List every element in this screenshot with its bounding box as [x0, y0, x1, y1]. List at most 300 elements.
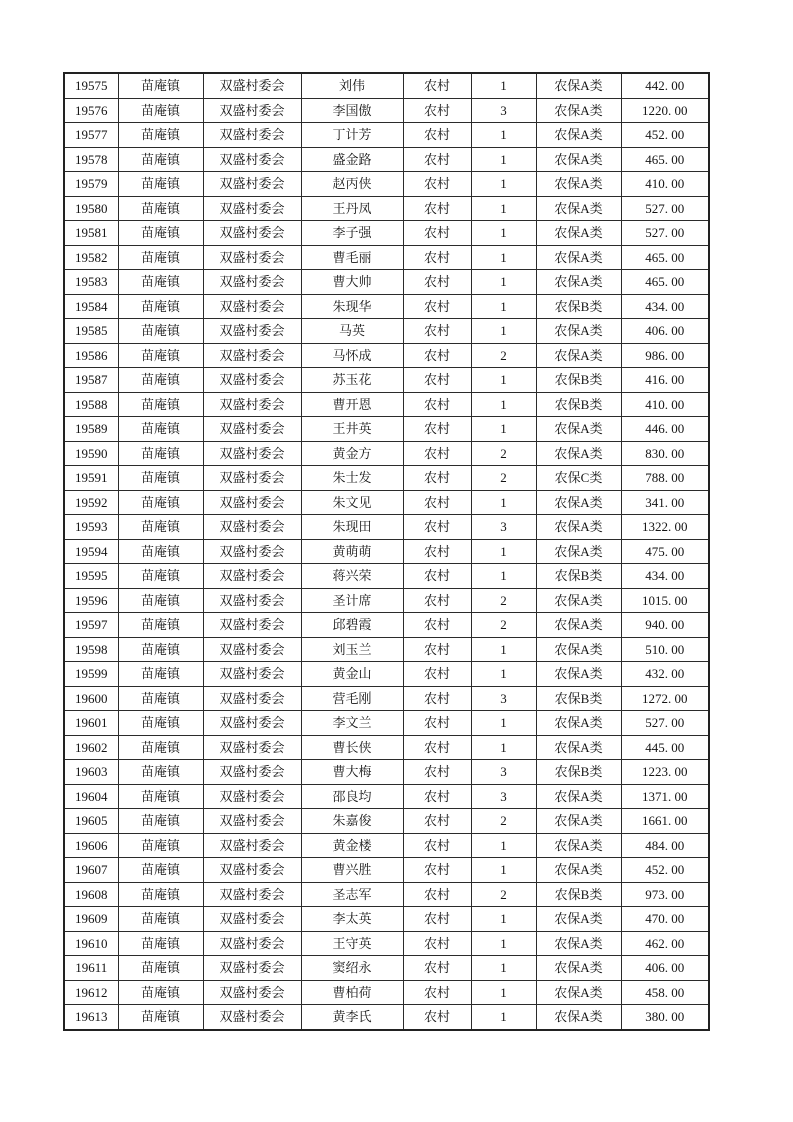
cell-name: 李太英 — [301, 907, 403, 932]
table-row — [64, 760, 709, 785]
cell-insurance-category: 农保A类 — [536, 956, 621, 981]
cell-amount: 442. 00 — [621, 73, 709, 98]
cell-amount: 830. 00 — [621, 441, 709, 466]
cell-residence-type: 农村 — [403, 270, 471, 295]
cell-name: 李子强 — [301, 221, 403, 246]
table-row — [64, 417, 709, 442]
cell-amount: 406. 00 — [621, 319, 709, 344]
cell-town: 苗庵镇 — [118, 686, 203, 711]
cell-town: 苗庵镇 — [118, 294, 203, 319]
cell-insurance-category: 农保A类 — [536, 588, 621, 613]
cell-record-id: 19585 — [64, 319, 118, 344]
cell-residence-type: 农村 — [403, 784, 471, 809]
cell-residence-type: 农村 — [403, 319, 471, 344]
cell-record-id: 19577 — [64, 123, 118, 148]
cell-amount: 940. 00 — [621, 613, 709, 638]
cell-record-id: 19608 — [64, 882, 118, 907]
cell-amount: 510. 00 — [621, 637, 709, 662]
cell-amount: 380. 00 — [621, 1005, 709, 1030]
table-row — [64, 98, 709, 123]
table-row — [64, 245, 709, 270]
cell-town: 苗庵镇 — [118, 588, 203, 613]
cell-person-count: 1 — [471, 73, 536, 98]
cell-record-id: 19597 — [64, 613, 118, 638]
cell-residence-type: 农村 — [403, 98, 471, 123]
cell-record-id: 19583 — [64, 270, 118, 295]
cell-name: 丁计芳 — [301, 123, 403, 148]
cell-name: 苏玉花 — [301, 368, 403, 393]
table-row — [64, 809, 709, 834]
cell-insurance-category: 农保A类 — [536, 907, 621, 932]
cell-amount: 1661. 00 — [621, 809, 709, 834]
cell-name: 曹柏荷 — [301, 980, 403, 1005]
cell-name: 圣计席 — [301, 588, 403, 613]
cell-record-id: 19598 — [64, 637, 118, 662]
table-row — [64, 539, 709, 564]
cell-record-id: 19582 — [64, 245, 118, 270]
cell-person-count: 1 — [471, 417, 536, 442]
cell-village: 双盛村委会 — [203, 319, 301, 344]
cell-amount: 410. 00 — [621, 392, 709, 417]
cell-insurance-category: 农保A类 — [536, 196, 621, 221]
cell-residence-type: 农村 — [403, 956, 471, 981]
cell-amount: 527. 00 — [621, 711, 709, 736]
cell-name: 王井英 — [301, 417, 403, 442]
cell-town: 苗庵镇 — [118, 711, 203, 736]
table-row — [64, 368, 709, 393]
cell-person-count: 1 — [471, 931, 536, 956]
cell-residence-type: 农村 — [403, 73, 471, 98]
cell-residence-type: 农村 — [403, 343, 471, 368]
cell-name: 邵良均 — [301, 784, 403, 809]
cell-residence-type: 农村 — [403, 123, 471, 148]
cell-residence-type: 农村 — [403, 466, 471, 491]
cell-village: 双盛村委会 — [203, 980, 301, 1005]
cell-insurance-category: 农保A类 — [536, 784, 621, 809]
cell-record-id: 19613 — [64, 1005, 118, 1030]
cell-name: 黄金山 — [301, 662, 403, 687]
cell-town: 苗庵镇 — [118, 833, 203, 858]
cell-insurance-category: 农保B类 — [536, 368, 621, 393]
cell-residence-type: 农村 — [403, 809, 471, 834]
cell-person-count: 2 — [471, 343, 536, 368]
cell-town: 苗庵镇 — [118, 539, 203, 564]
cell-insurance-category: 农保A类 — [536, 1005, 621, 1030]
cell-record-id: 19609 — [64, 907, 118, 932]
cell-record-id: 19575 — [64, 73, 118, 98]
cell-residence-type: 农村 — [403, 882, 471, 907]
cell-amount: 484. 00 — [621, 833, 709, 858]
table-row — [64, 956, 709, 981]
cell-name: 赵丙侠 — [301, 172, 403, 197]
table-row — [64, 613, 709, 638]
cell-insurance-category: 农保A类 — [536, 245, 621, 270]
cell-name: 邱碧霞 — [301, 613, 403, 638]
cell-insurance-category: 农保A类 — [536, 931, 621, 956]
cell-village: 双盛村委会 — [203, 588, 301, 613]
cell-residence-type: 农村 — [403, 368, 471, 393]
cell-residence-type: 农村 — [403, 172, 471, 197]
table-row — [64, 637, 709, 662]
cell-person-count: 1 — [471, 858, 536, 883]
table-row — [64, 196, 709, 221]
cell-record-id: 19587 — [64, 368, 118, 393]
cell-person-count: 2 — [471, 441, 536, 466]
cell-person-count: 1 — [471, 637, 536, 662]
table-row — [64, 515, 709, 540]
cell-person-count: 1 — [471, 270, 536, 295]
cell-name: 李文兰 — [301, 711, 403, 736]
cell-insurance-category: 农保B类 — [536, 882, 621, 907]
cell-name: 盛金路 — [301, 147, 403, 172]
cell-person-count: 3 — [471, 515, 536, 540]
cell-residence-type: 农村 — [403, 686, 471, 711]
cell-amount: 458. 00 — [621, 980, 709, 1005]
cell-amount: 1272. 00 — [621, 686, 709, 711]
cell-amount: 445. 00 — [621, 735, 709, 760]
cell-residence-type: 农村 — [403, 245, 471, 270]
cell-village: 双盛村委会 — [203, 466, 301, 491]
benefits-table — [63, 72, 710, 1031]
table-row — [64, 907, 709, 932]
cell-residence-type: 农村 — [403, 294, 471, 319]
cell-town: 苗庵镇 — [118, 907, 203, 932]
cell-residence-type: 农村 — [403, 980, 471, 1005]
cell-amount: 406. 00 — [621, 956, 709, 981]
cell-person-count: 1 — [471, 368, 536, 393]
cell-name: 黄萌萌 — [301, 539, 403, 564]
table-row — [64, 833, 709, 858]
cell-residence-type: 农村 — [403, 588, 471, 613]
cell-amount: 465. 00 — [621, 245, 709, 270]
cell-insurance-category: 农保B类 — [536, 392, 621, 417]
table-row — [64, 221, 709, 246]
cell-record-id: 19588 — [64, 392, 118, 417]
cell-person-count: 2 — [471, 466, 536, 491]
cell-residence-type: 农村 — [403, 515, 471, 540]
cell-town: 苗庵镇 — [118, 147, 203, 172]
cell-town: 苗庵镇 — [118, 1005, 203, 1030]
cell-village: 双盛村委会 — [203, 539, 301, 564]
cell-insurance-category: 农保A类 — [536, 980, 621, 1005]
cell-amount: 410. 00 — [621, 172, 709, 197]
cell-insurance-category: 农保A类 — [536, 98, 621, 123]
cell-village: 双盛村委会 — [203, 613, 301, 638]
cell-name: 圣志军 — [301, 882, 403, 907]
cell-village: 双盛村委会 — [203, 294, 301, 319]
table-row — [64, 441, 709, 466]
cell-person-count: 2 — [471, 809, 536, 834]
cell-residence-type: 农村 — [403, 735, 471, 760]
cell-insurance-category: 农保A类 — [536, 711, 621, 736]
cell-village: 双盛村委会 — [203, 245, 301, 270]
cell-amount: 1371. 00 — [621, 784, 709, 809]
cell-person-count: 1 — [471, 294, 536, 319]
table-row — [64, 686, 709, 711]
cell-record-id: 19586 — [64, 343, 118, 368]
cell-insurance-category: 农保A类 — [536, 662, 621, 687]
cell-town: 苗庵镇 — [118, 956, 203, 981]
cell-town: 苗庵镇 — [118, 343, 203, 368]
cell-town: 苗庵镇 — [118, 735, 203, 760]
cell-town: 苗庵镇 — [118, 441, 203, 466]
cell-record-id: 19576 — [64, 98, 118, 123]
cell-person-count: 1 — [471, 564, 536, 589]
cell-insurance-category: 农保C类 — [536, 466, 621, 491]
table-row — [64, 147, 709, 172]
cell-amount: 465. 00 — [621, 270, 709, 295]
cell-amount: 1220. 00 — [621, 98, 709, 123]
cell-residence-type: 农村 — [403, 637, 471, 662]
table-row — [64, 784, 709, 809]
cell-village: 双盛村委会 — [203, 417, 301, 442]
cell-amount: 434. 00 — [621, 294, 709, 319]
cell-amount: 452. 00 — [621, 858, 709, 883]
cell-record-id: 19590 — [64, 441, 118, 466]
table-row — [64, 343, 709, 368]
cell-residence-type: 农村 — [403, 490, 471, 515]
cell-amount: 446. 00 — [621, 417, 709, 442]
cell-person-count: 1 — [471, 735, 536, 760]
cell-insurance-category: 农保A类 — [536, 441, 621, 466]
cell-amount: 416. 00 — [621, 368, 709, 393]
cell-name: 王丹凤 — [301, 196, 403, 221]
cell-person-count: 1 — [471, 196, 536, 221]
cell-record-id: 19602 — [64, 735, 118, 760]
cell-name: 黄金方 — [301, 441, 403, 466]
table-row — [64, 980, 709, 1005]
cell-name: 黄金楼 — [301, 833, 403, 858]
cell-town: 苗庵镇 — [118, 270, 203, 295]
cell-insurance-category: 农保A类 — [536, 221, 621, 246]
cell-town: 苗庵镇 — [118, 858, 203, 883]
cell-village: 双盛村委会 — [203, 711, 301, 736]
cell-village: 双盛村委会 — [203, 172, 301, 197]
cell-insurance-category: 农保A类 — [536, 735, 621, 760]
cell-town: 苗庵镇 — [118, 662, 203, 687]
cell-insurance-category: 农保A类 — [536, 515, 621, 540]
cell-village: 双盛村委会 — [203, 931, 301, 956]
cell-name: 马英 — [301, 319, 403, 344]
table-row — [64, 294, 709, 319]
cell-record-id: 19605 — [64, 809, 118, 834]
cell-insurance-category: 农保A类 — [536, 613, 621, 638]
cell-record-id: 19604 — [64, 784, 118, 809]
cell-person-count: 1 — [471, 833, 536, 858]
cell-person-count: 2 — [471, 588, 536, 613]
cell-village: 双盛村委会 — [203, 270, 301, 295]
cell-residence-type: 农村 — [403, 1005, 471, 1030]
table-row — [64, 172, 709, 197]
cell-town: 苗庵镇 — [118, 245, 203, 270]
cell-residence-type: 农村 — [403, 441, 471, 466]
cell-residence-type: 农村 — [403, 196, 471, 221]
cell-name: 窦绍永 — [301, 956, 403, 981]
cell-residence-type: 农村 — [403, 931, 471, 956]
cell-village: 双盛村委会 — [203, 368, 301, 393]
cell-insurance-category: 农保A类 — [536, 833, 621, 858]
cell-residence-type: 农村 — [403, 662, 471, 687]
cell-insurance-category: 农保A类 — [536, 319, 621, 344]
cell-village: 双盛村委会 — [203, 882, 301, 907]
cell-village: 双盛村委会 — [203, 833, 301, 858]
cell-record-id: 19594 — [64, 539, 118, 564]
cell-village: 双盛村委会 — [203, 686, 301, 711]
cell-village: 双盛村委会 — [203, 490, 301, 515]
cell-amount: 465. 00 — [621, 147, 709, 172]
cell-record-id: 19595 — [64, 564, 118, 589]
cell-person-count: 3 — [471, 686, 536, 711]
cell-name: 曹大帅 — [301, 270, 403, 295]
cell-record-id: 19611 — [64, 956, 118, 981]
cell-amount: 452. 00 — [621, 123, 709, 148]
cell-record-id: 19579 — [64, 172, 118, 197]
cell-person-count: 1 — [471, 539, 536, 564]
cell-insurance-category: 农保B类 — [536, 686, 621, 711]
cell-insurance-category: 农保A类 — [536, 417, 621, 442]
cell-record-id: 19603 — [64, 760, 118, 785]
cell-person-count: 1 — [471, 662, 536, 687]
cell-residence-type: 农村 — [403, 833, 471, 858]
cell-village: 双盛村委会 — [203, 73, 301, 98]
cell-village: 双盛村委会 — [203, 441, 301, 466]
table-row — [64, 882, 709, 907]
cell-insurance-category: 农保A类 — [536, 123, 621, 148]
table-row — [64, 1005, 709, 1030]
cell-person-count: 1 — [471, 490, 536, 515]
cell-person-count: 3 — [471, 784, 536, 809]
cell-amount: 986. 00 — [621, 343, 709, 368]
table-row — [64, 490, 709, 515]
cell-insurance-category: 农保B类 — [536, 564, 621, 589]
cell-village: 双盛村委会 — [203, 784, 301, 809]
cell-amount: 527. 00 — [621, 196, 709, 221]
cell-name: 朱士发 — [301, 466, 403, 491]
cell-amount: 475. 00 — [621, 539, 709, 564]
cell-town: 苗庵镇 — [118, 73, 203, 98]
cell-town: 苗庵镇 — [118, 221, 203, 246]
cell-village: 双盛村委会 — [203, 392, 301, 417]
cell-name: 朱嘉俊 — [301, 809, 403, 834]
cell-village: 双盛村委会 — [203, 98, 301, 123]
cell-residence-type: 农村 — [403, 147, 471, 172]
cell-residence-type: 农村 — [403, 858, 471, 883]
cell-insurance-category: 农保A类 — [536, 147, 621, 172]
cell-record-id: 19612 — [64, 980, 118, 1005]
cell-town: 苗庵镇 — [118, 784, 203, 809]
cell-name: 马怀成 — [301, 343, 403, 368]
cell-amount: 1223. 00 — [621, 760, 709, 785]
cell-person-count: 1 — [471, 711, 536, 736]
cell-village: 双盛村委会 — [203, 637, 301, 662]
cell-person-count: 1 — [471, 123, 536, 148]
cell-person-count: 1 — [471, 907, 536, 932]
cell-record-id: 19591 — [64, 466, 118, 491]
cell-village: 双盛村委会 — [203, 956, 301, 981]
cell-record-id: 19580 — [64, 196, 118, 221]
cell-record-id: 19589 — [64, 417, 118, 442]
cell-record-id: 19584 — [64, 294, 118, 319]
cell-amount: 788. 00 — [621, 466, 709, 491]
cell-town: 苗庵镇 — [118, 417, 203, 442]
table-row — [64, 392, 709, 417]
cell-person-count: 1 — [471, 319, 536, 344]
cell-residence-type: 农村 — [403, 907, 471, 932]
cell-town: 苗庵镇 — [118, 931, 203, 956]
cell-name: 曹毛丽 — [301, 245, 403, 270]
cell-record-id: 19593 — [64, 515, 118, 540]
cell-town: 苗庵镇 — [118, 980, 203, 1005]
cell-person-count: 1 — [471, 172, 536, 197]
cell-insurance-category: 农保B类 — [536, 294, 621, 319]
cell-insurance-category: 农保A类 — [536, 637, 621, 662]
cell-amount: 432. 00 — [621, 662, 709, 687]
cell-name: 蒋兴荣 — [301, 564, 403, 589]
cell-residence-type: 农村 — [403, 564, 471, 589]
cell-village: 双盛村委会 — [203, 662, 301, 687]
cell-name: 刘玉兰 — [301, 637, 403, 662]
cell-record-id: 19581 — [64, 221, 118, 246]
cell-village: 双盛村委会 — [203, 907, 301, 932]
cell-insurance-category: 农保A类 — [536, 270, 621, 295]
cell-person-count: 1 — [471, 956, 536, 981]
cell-person-count: 1 — [471, 221, 536, 246]
cell-insurance-category: 农保A类 — [536, 539, 621, 564]
table-row — [64, 662, 709, 687]
cell-record-id: 19599 — [64, 662, 118, 687]
cell-residence-type: 农村 — [403, 221, 471, 246]
cell-amount: 434. 00 — [621, 564, 709, 589]
cell-record-id: 19578 — [64, 147, 118, 172]
cell-town: 苗庵镇 — [118, 196, 203, 221]
cell-record-id: 19600 — [64, 686, 118, 711]
cell-insurance-category: 农保A类 — [536, 73, 621, 98]
cell-village: 双盛村委会 — [203, 196, 301, 221]
table-row — [64, 466, 709, 491]
cell-village: 双盛村委会 — [203, 1005, 301, 1030]
cell-name: 黄李氏 — [301, 1005, 403, 1030]
cell-village: 双盛村委会 — [203, 343, 301, 368]
cell-village: 双盛村委会 — [203, 221, 301, 246]
cell-insurance-category: 农保A类 — [536, 858, 621, 883]
table-body — [64, 73, 709, 1030]
cell-town: 苗庵镇 — [118, 490, 203, 515]
cell-record-id: 19601 — [64, 711, 118, 736]
cell-name: 营毛刚 — [301, 686, 403, 711]
cell-town: 苗庵镇 — [118, 98, 203, 123]
cell-insurance-category: 农保A类 — [536, 343, 621, 368]
cell-amount: 462. 00 — [621, 931, 709, 956]
cell-insurance-category: 农保A类 — [536, 809, 621, 834]
cell-amount: 527. 00 — [621, 221, 709, 246]
cell-name: 李国傲 — [301, 98, 403, 123]
table-row — [64, 711, 709, 736]
cell-insurance-category: 农保B类 — [536, 760, 621, 785]
cell-village: 双盛村委会 — [203, 564, 301, 589]
cell-town: 苗庵镇 — [118, 466, 203, 491]
cell-name: 朱现华 — [301, 294, 403, 319]
cell-town: 苗庵镇 — [118, 319, 203, 344]
cell-name: 王守英 — [301, 931, 403, 956]
cell-amount: 973. 00 — [621, 882, 709, 907]
cell-person-count: 3 — [471, 760, 536, 785]
cell-person-count: 1 — [471, 147, 536, 172]
cell-name: 曹兴胜 — [301, 858, 403, 883]
cell-village: 双盛村委会 — [203, 515, 301, 540]
cell-person-count: 2 — [471, 613, 536, 638]
table-row — [64, 858, 709, 883]
cell-town: 苗庵镇 — [118, 368, 203, 393]
